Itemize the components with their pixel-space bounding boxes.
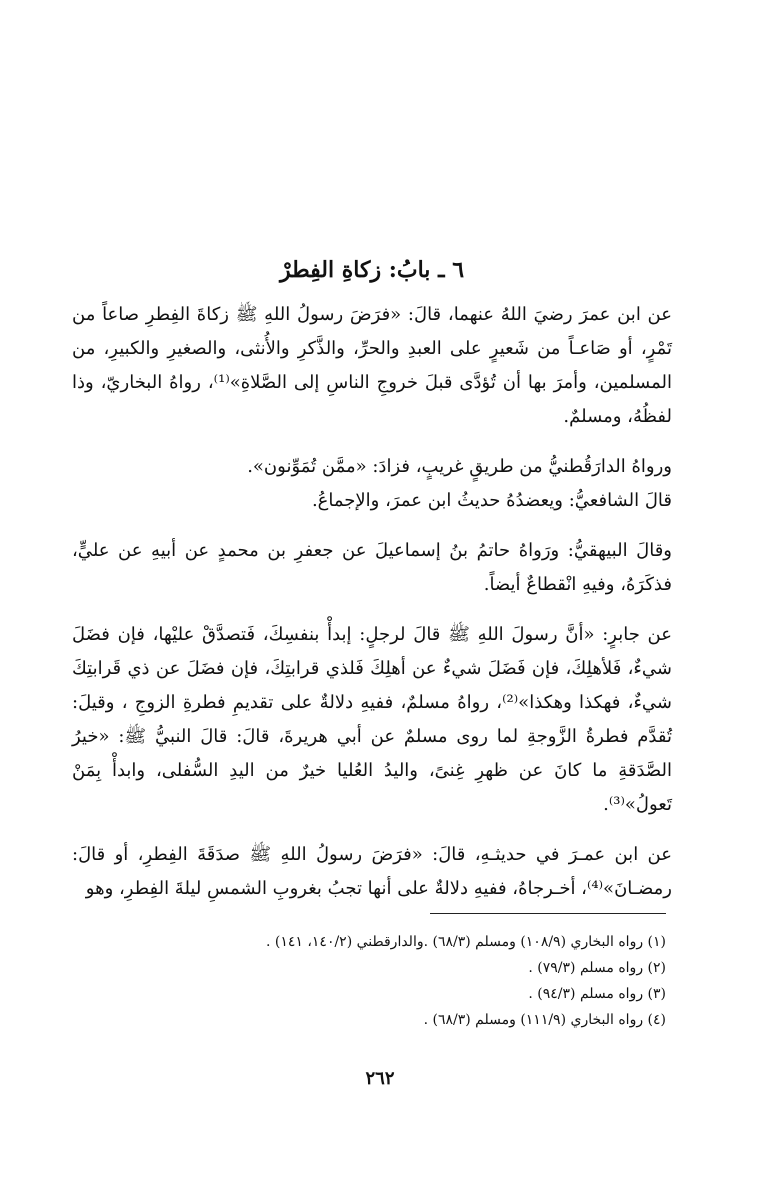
chapter-title: ٦ ـ بابُ: زكاةِ الفِطرْ bbox=[279, 257, 465, 283]
paragraph-ibn-umar: عن ابن عمرَ رضيَ اللهُ عنهما، قالَ: «فرَضَ رسولُ اللهِ ﷺ زكاةَ الفِطرِ صاعاً من تَمْرٍ، أو صَاعـاً من شَعيرٍ على العبدِ والحرِّ، والذَّكرِ والأُنثى، والصغيرِ والكبيرِ، من المسلمين، وأمرَ بها أن تُؤدَّى قبلَ خروجِ الناسِ إلى الصَّلاةِ»⁽¹⁾، رواهُ البخاريّ، وذا لفظُهُ، ومسلمٌ. bbox=[72, 304, 672, 427]
footnote-1: (١) رواه البخاري (١٠٨/٩) ومسلم (٦٨/٣) .والدارقطني (١٤٠/٢، ١٤١) . bbox=[266, 934, 666, 950]
daraqutni-line: ورواهُ الدارَقُطنيُّ من طريقٍ غريبٍ، فزادَ: «ممَّن تُمَوِّنون». bbox=[247, 456, 672, 477]
footnotes bbox=[106, 929, 666, 1033]
paragraph-bayhaqi: وقالَ البيهقيُّ: ورَواهُ حاتمُ بنُ إسماعيلَ عن جعفرِ بن محمدٍ عن أبيهِ عن عليٍّ، فذكَرَهُ، وفيهِ انْقطاعٌ أيضاً. bbox=[72, 540, 672, 595]
footnote-4: (٤) رواه البخاري (١١١/٩) ومسلم (٦٨/٣) . bbox=[423, 1012, 666, 1028]
paragraph-ibn-umar-2: عن ابن عمـرَ في حديثـهِ، قالَ: «فرَضَ رسولُ اللهِ ﷺ صدَقَةَ الفِطرِ، أو قالَ: رمضـانَ»⁽⁴⁾، أخـرجاهُ، ففيهِ دلالةٌ على أنها تجبُ بغروبِ الشمسِ ليلةَ الفِطرِ، وهو bbox=[72, 844, 672, 899]
footnote-2: (٢) رواه مسلم (٧٩/٣) . bbox=[528, 960, 666, 976]
page-body bbox=[72, 250, 672, 906]
footnote-divider bbox=[430, 913, 666, 914]
narration-notes bbox=[72, 450, 672, 518]
paragraph-jabir: عن جابرٍ: «أنَّ رسولَ اللهِ ﷺ قالَ لرجلٍ: إبدأْ بنفسِكَ، فَتصدَّقْ عليْها، فإن فضَلَ شيءٌ، فَلأهلِكَ، فإن فَضَلَ شيءٌ عن أهلِكَ فَلذي قرابتِكَ، فإن فضَلَ عن ذي قَرابتِكَ شيءٌ، فهكذا وهكذا»⁽²⁾، رواهُ مسلمٌ، ففيهِ دلالةٌ على تقديمِ فطرةِ الزوجِ ، وقيلَ: تُقدَّم فطرةُ الزَّوجةِ لما روى مسلمٌ عن أبي هريرةَ، قالَ: قالَ النبيُّ ﷺ: «خيرُ الصَّدَقةِ ما كانَ عن ظهرِ غِنىً، واليدُ العُليا خيرٌ من اليدِ السُّفلى، وابدأْ بِمَنْ تَعولُ»⁽³⁾. bbox=[72, 624, 672, 815]
shafii-line: قالَ الشافعيُّ: ويعضدُهُ حديثُ ابن عمرَ، والإجماعُ. bbox=[311, 490, 672, 511]
page-number: ٢٦٢ bbox=[365, 1068, 395, 1089]
footnote-3: (٣) رواه مسلم (٩٤/٣) . bbox=[528, 986, 666, 1002]
